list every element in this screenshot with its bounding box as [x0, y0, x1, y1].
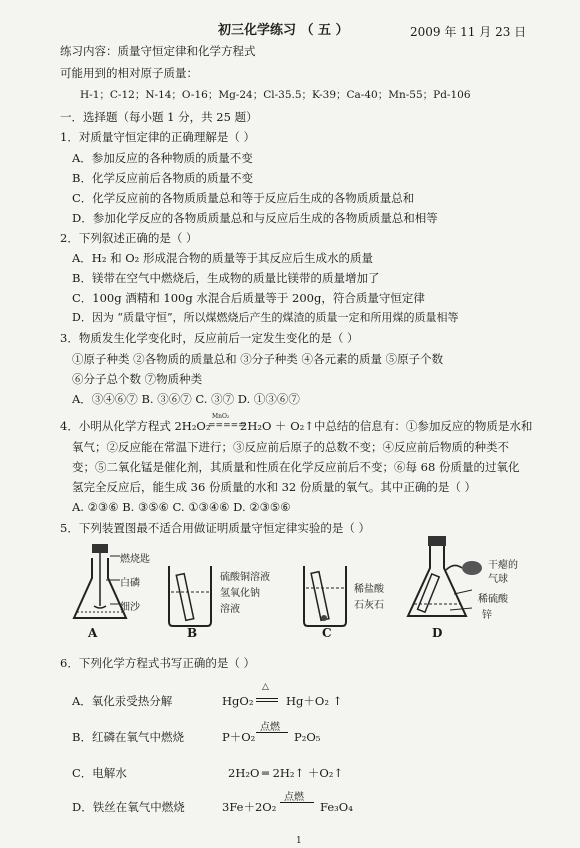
apparatus-c-label-1: 稀盐酸	[354, 584, 384, 595]
apparatus-c-label-2: 石灰石	[354, 600, 384, 611]
apparatus-a-letter: A	[88, 626, 98, 640]
question-6-option-c-left: 2H₂O	[228, 766, 260, 780]
question-6-option-a-label: A．氧化汞受热分解	[72, 694, 173, 708]
practice-content: 练习内容：质量守恒定律和化学方程式	[60, 44, 256, 58]
question-4-line-3: 变；⑤二氧化锰是催化剂，其质量和性质在化学反应前后不变；⑥每 68 份质量的过氧化	[72, 460, 520, 474]
apparatus-d-label-1: 干瘪的	[488, 560, 518, 571]
question-6-option-b-label: B．红磷在氧气中燃烧	[72, 730, 184, 744]
apparatus-c-figure	[300, 562, 350, 628]
apparatus-b-letter: B	[187, 626, 198, 640]
question-6-option-b-right: P₂O₅	[294, 730, 321, 744]
question-6-option-a-bar-2	[256, 701, 278, 702]
apparatus-d-label-3: 稀硫酸	[478, 594, 508, 605]
atomic-mass-label: 可能用到的相对原子质量：	[60, 66, 198, 80]
question-6-option-d-label: D．铁丝在氧气中燃烧	[72, 800, 185, 814]
apparatus-b-figure	[165, 562, 215, 628]
apparatus-c-letter: C	[322, 626, 332, 640]
apparatus-d-letter: D	[432, 626, 443, 640]
apparatus-b-label-1: 硫酸铜溶液	[220, 572, 270, 583]
question-1-option-a: A．参加反应的各种物质的质量不变	[72, 151, 253, 165]
question-6-option-d-left: 3Fe＋2O₂	[222, 800, 277, 814]
page-title: 初三化学练习 （ 五 ）	[218, 23, 349, 38]
apparatus-d-figure	[400, 534, 490, 626]
question-6-option-a-left: HgO₂	[222, 694, 254, 708]
question-6-option-b-condition: 点燃	[260, 722, 280, 733]
question-4-stem-suffix: 2H₂O ＋ O₂↑中总结的信息有：①参加反应的物质是水和	[240, 419, 533, 433]
atomic-mass-list: H-1；C-12；N-14；O-16；Mg-24；Cl-35.5；K-39；Ca-40；Mn-55；Pd-106	[80, 89, 471, 101]
apparatus-b-label-2: 氢氧化钠	[220, 588, 260, 599]
question-6-option-d-bar	[280, 802, 314, 803]
question-6-option-b-left: P＋O₂	[222, 730, 256, 744]
question-6-option-d-condition: 点燃	[284, 792, 304, 803]
question-4-stem-prefix: 4．小明从化学方程式 2H₂O₂	[60, 419, 211, 433]
question-6-option-a-condition: △	[262, 682, 269, 692]
question-5-stem: 5．下列装置图最不适合用做证明质量守恒定律实验的是（ ）	[60, 521, 370, 535]
apparatus-d-label-4: 锌	[482, 610, 492, 621]
question-6-option-a-bar-1	[256, 698, 278, 699]
exam-date: 2009 年 11 月 23 日	[410, 25, 527, 39]
apparatus-a-label-1: 燃烧匙	[120, 554, 150, 565]
question-1-option-d: D．参加化学反应的各物质质量总和与反应后生成的各物质质量总和相等	[72, 211, 438, 225]
question-3-items-2: ⑥分子总个数 ⑦物质种类	[72, 372, 203, 386]
question-4-catalyst: MnO₂	[212, 413, 230, 420]
question-2-stem: 2．下列叙述正确的是（ ）	[60, 231, 198, 245]
page-number: 1	[296, 836, 302, 846]
question-2-option-c: C．100g 酒精和 100g 水混合后质量等于 200g，符合质量守恒定律	[72, 291, 425, 305]
question-1-option-c: C．化学反应前的各物质质量总和等于反应后生成的各物质质量总和	[72, 191, 415, 205]
question-4-equals: =====	[208, 421, 246, 431]
apparatus-a-label-3: 细沙	[120, 602, 140, 613]
section-title: 一．选择题（每小题 1 分，共 25 题）	[60, 110, 258, 124]
question-2-option-b: B．镁带在空气中燃烧后，生成物的质量比镁带的质量增加了	[72, 271, 380, 285]
question-4-line-4: 氢完全反应后，能生成 36 份质量的水和 32 份质量的氧气。其中正确的是（ ）	[72, 480, 477, 494]
apparatus-b-label-3: 溶液	[220, 604, 240, 615]
question-3-items-1: ①原子种类 ②各物质的质量总和 ③分子种类 ④各元素的质量 ⑤原子个数	[72, 352, 444, 366]
question-2-option-a: A．H₂ 和 O₂ 形成混合物的质量等于其反应后生成水的质量	[72, 251, 373, 265]
question-6-option-b-bar	[256, 732, 288, 733]
question-6-option-d-right: Fe₃O₄	[320, 800, 353, 814]
question-1-stem: 1．对质量守恒定律的正确理解是（ ）	[60, 130, 255, 144]
question-3-options: A．③④⑥⑦ B. ③⑥⑦ C. ③⑦ D. ①③⑥⑦	[72, 392, 300, 406]
apparatus-a-label-2: 白磷	[120, 578, 140, 589]
question-6-stem: 6．下列化学方程式书写正确的是（ ）	[60, 656, 255, 670]
question-6-option-c-right: ═ 2H₂↑ ＋O₂↑	[262, 766, 343, 780]
apparatus-d-label-2: 气球	[488, 574, 508, 585]
question-1-option-b: B．化学反应前后各物质的质量不变	[72, 171, 253, 185]
question-6-option-c-label: C．电解水	[72, 766, 127, 780]
question-2-option-d: D．因为 “质量守恒”，所以煤燃烧后产生的煤渣的质量一定和所用煤的质量相等	[72, 311, 459, 324]
question-3-stem: 3．物质发生化学变化时，反应前后一定发生变化的是（ ）	[60, 331, 359, 345]
question-4-line-2: 氧气；②反应能在常温下进行；③反应前后原子的总数不变；④反应前后物质的种类不	[72, 440, 509, 454]
question-6-option-a-right: Hg＋O₂ ↑	[286, 694, 343, 708]
question-4-options: A. ②③⑥ B. ③⑤⑥ C. ①③④⑥ D. ②③⑤⑥	[72, 500, 291, 514]
